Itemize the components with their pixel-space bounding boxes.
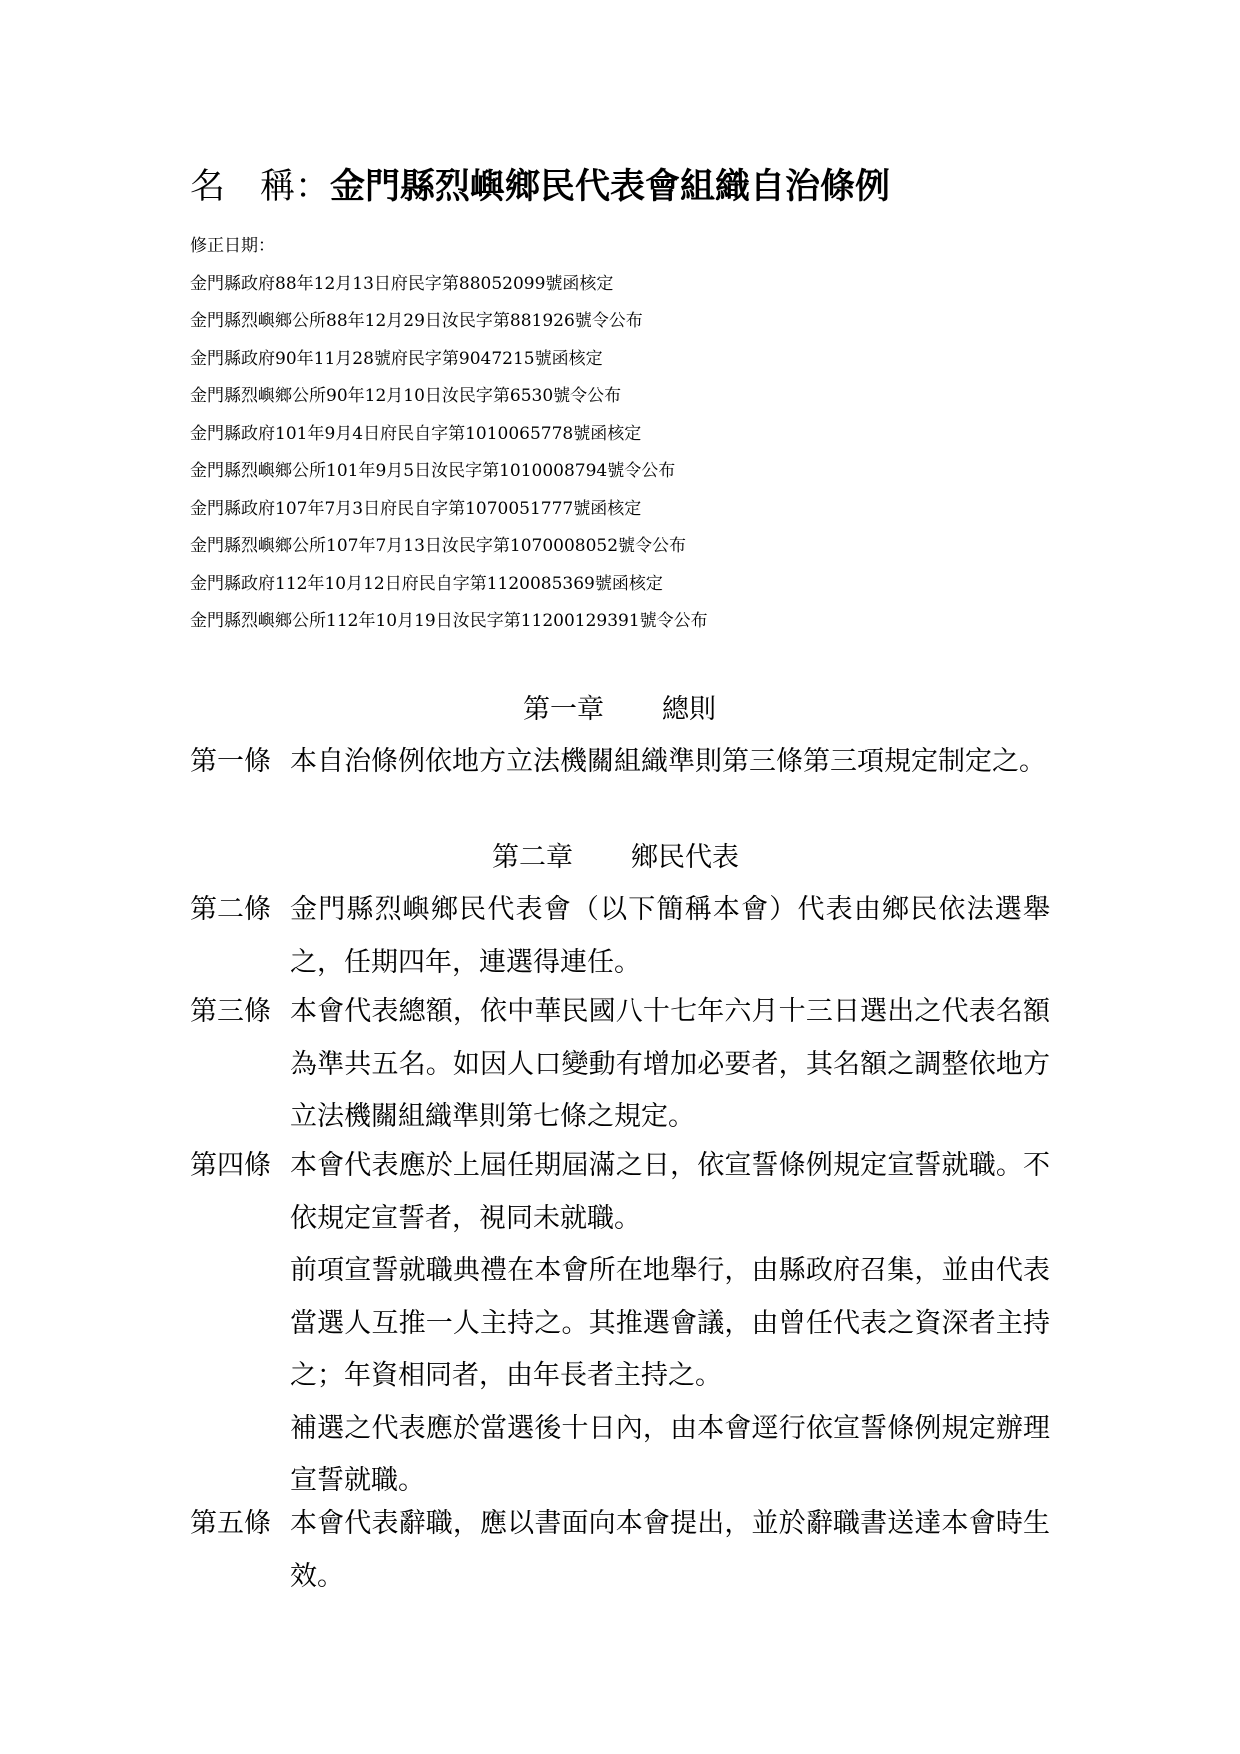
revision-label: 修正日期：	[190, 236, 275, 256]
chapter-heading-1	[523, 690, 716, 730]
document-title	[190, 162, 890, 212]
article-5	[190, 1498, 1050, 1603]
chapter-heading-2	[492, 838, 739, 878]
revision-list	[190, 228, 708, 641]
article-paragraph: 補選之代表應於當選後十日內，由本會逕行依宣誓條例規定辦理宣誓就職。	[290, 1412, 1050, 1496]
revision-item: 金門縣烈嶼鄉公所112年10月19日汝民字第11200129391號令公布	[190, 611, 708, 631]
article-label: 第三條	[190, 996, 271, 1027]
revision-item: 金門縣政府90年11月28號府民字第9047215號函核定	[190, 348, 603, 369]
revision-item: 金門縣烈嶼鄉公所101年9月5日汝民字第1010008794號令公布	[190, 461, 676, 481]
revision-item: 金門縣烈嶼鄉公所88年12月29日汝民字第881926號令公布	[190, 311, 643, 331]
article-2	[190, 884, 1050, 989]
chapter-number: 第二章	[492, 842, 573, 873]
article-paragraph: 本會代表辭職，應以書面向本會提出，並於辭職書送達本會時生效。	[290, 1508, 1050, 1592]
article-label: 第二條	[190, 894, 271, 925]
revision-item: 金門縣烈嶼鄉公所107年7月13日汝民字第1070008052號令公布	[190, 536, 687, 556]
revision-item: 金門縣政府101年9月4日府民自字第1010065778號函核定	[190, 423, 642, 444]
article-paragraph: 前項宣誓就職典禮在本會所在地舉行，由縣政府召集，並由代表當選人互推一人主持之。其推選會議，由曾任代表之資深者主持之；年資相同者，由年長者主持之。	[290, 1255, 1050, 1391]
revision-item: 金門縣政府88年12月13日府民字第88052099號函核定	[190, 273, 614, 294]
article-paragraph: 本自治條例依地方立法機關組織準則第三條第三項規定制定之。	[290, 746, 1046, 777]
article-label: 第一條	[190, 746, 271, 777]
revision-item: 金門縣烈嶼鄉公所90年12月10日汝民字第6530號令公布	[190, 386, 622, 406]
article-1	[190, 736, 1050, 789]
title-text: 金門縣烈嶼鄉民代表會組織自治條例	[330, 167, 891, 207]
title-label: 名 稱：	[190, 167, 331, 207]
article-paragraph: 本會代表應於上屆任期屆滿之日，依宣誓條例規定宣誓就職。不依規定宣誓者，視同未就職。	[290, 1150, 1050, 1234]
article-paragraph: 本會代表總額，依中華民國八十七年六月十三日選出之代表名額為準共五名。如因人口變動有增加必要者，其名額之調整依地方立法機關組織準則第七條之規定。	[290, 996, 1050, 1132]
article-4	[190, 1140, 1050, 1508]
chapter-title: 鄉民代表	[631, 842, 739, 873]
article-label: 第四條	[190, 1150, 271, 1181]
chapter-number: 第一章	[523, 694, 604, 725]
chapter-title: 總則	[662, 694, 716, 725]
article-3	[190, 986, 1050, 1144]
revision-item: 金門縣政府107年7月3日府民自字第1070051777號函核定	[190, 498, 642, 519]
article-paragraph: 金門縣烈嶼鄉民代表會（以下簡稱本會）代表由鄉民依法選舉之，任期四年，連選得連任。	[290, 894, 1050, 978]
revision-item: 金門縣政府112年10月12日府民自字第1120085369號函核定	[190, 573, 663, 594]
article-label: 第五條	[190, 1508, 271, 1539]
